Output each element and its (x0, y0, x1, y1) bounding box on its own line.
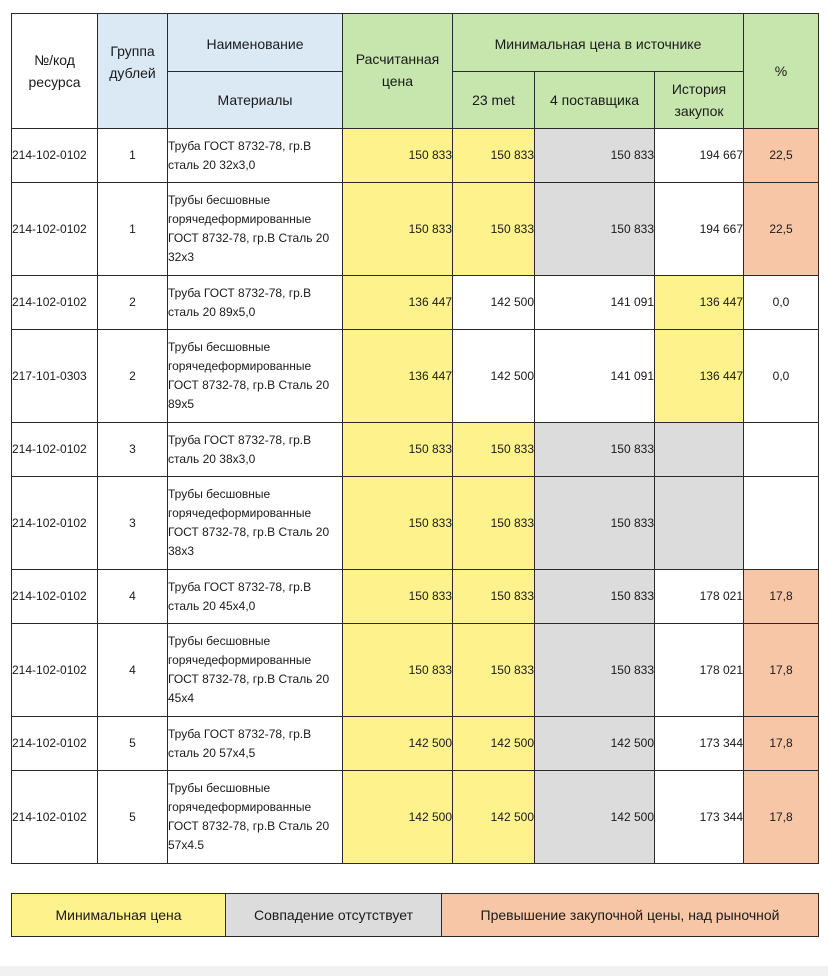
table-row (12, 717, 819, 771)
price-suppliers: 142 500 (535, 771, 655, 864)
material-name: Трубы бесшовные горячедеформированные ГОСТ 8732-78, гр.В Сталь 20 38х3 (168, 477, 343, 570)
duplicate-group: 4 (98, 624, 168, 717)
header-name: Наименование (168, 14, 343, 72)
table-row (12, 477, 819, 570)
price-met: 142 500 (453, 771, 535, 864)
table-row (12, 183, 819, 276)
price-met: 150 833 (453, 624, 535, 717)
calculated-price: 142 500 (343, 717, 453, 771)
price-history: 194 667 (655, 129, 744, 183)
header-materials: Материалы (168, 72, 343, 129)
price-suppliers: 150 833 (535, 570, 655, 624)
legend-min-price: Минимальная цена (12, 894, 226, 937)
header-percent: % (744, 14, 819, 129)
price-met: 142 500 (453, 717, 535, 771)
price-history (655, 423, 744, 477)
calculated-price: 150 833 (343, 183, 453, 276)
material-name: Труба ГОСТ 8732-78, гр.В сталь 20 38х3,0 (168, 423, 343, 477)
price-suppliers: 141 091 (535, 276, 655, 330)
table-row (12, 771, 819, 864)
duplicate-group: 1 (98, 183, 168, 276)
duplicate-group: 1 (98, 129, 168, 183)
resource-code: 214-102-0102 (12, 771, 98, 864)
price-met: 142 500 (453, 330, 535, 423)
price-met: 150 833 (453, 423, 535, 477)
duplicate-group: 4 (98, 570, 168, 624)
price-suppliers: 150 833 (535, 183, 655, 276)
table-row (12, 129, 819, 183)
percent-value: 17,8 (744, 717, 819, 771)
resource-code: 214-102-0102 (12, 477, 98, 570)
header-source-met: 23 met (453, 72, 535, 129)
percent-value (744, 423, 819, 477)
calculated-price: 150 833 (343, 570, 453, 624)
duplicate-group: 3 (98, 477, 168, 570)
header-min-price-source: Минимальная цена в источнике (453, 14, 744, 72)
resource-code: 214-102-0102 (12, 423, 98, 477)
price-met: 150 833 (453, 570, 535, 624)
percent-value: 17,8 (744, 771, 819, 864)
price-history: 173 344 (655, 717, 744, 771)
material-name: Трубы бесшовные горячедеформированные ГОСТ 8732-78, гр.В Сталь 20 32х3 (168, 183, 343, 276)
header-calc-price: Расчитанная цена (343, 14, 453, 129)
duplicate-group: 5 (98, 717, 168, 771)
price-suppliers: 150 833 (535, 477, 655, 570)
duplicate-group: 5 (98, 771, 168, 864)
resource-code: 214-102-0102 (12, 276, 98, 330)
price-comparison-table (11, 13, 819, 864)
table-row (12, 570, 819, 624)
calculated-price: 142 500 (343, 771, 453, 864)
material-name: Труба ГОСТ 8732-78, гр.В сталь 20 45х4,0 (168, 570, 343, 624)
price-met: 150 833 (453, 129, 535, 183)
calculated-price: 150 833 (343, 477, 453, 570)
legend-no-match: Совпадение отсутствует (226, 894, 442, 937)
header-group: Группа дублей (98, 14, 168, 129)
percent-value: 0,0 (744, 330, 819, 423)
calculated-price: 150 833 (343, 423, 453, 477)
header-source-history: История закупок (655, 72, 744, 129)
header-code: №/код ресурса (12, 14, 98, 129)
resource-code: 214-102-0102 (12, 624, 98, 717)
price-history: 136 447 (655, 330, 744, 423)
price-met: 142 500 (453, 276, 535, 330)
resource-code: 214-102-0102 (12, 183, 98, 276)
table-row (12, 276, 819, 330)
calculated-price: 150 833 (343, 129, 453, 183)
price-suppliers: 150 833 (535, 423, 655, 477)
percent-value: 22,5 (744, 183, 819, 276)
calculated-price: 136 447 (343, 330, 453, 423)
price-suppliers: 142 500 (535, 717, 655, 771)
price-history: 178 021 (655, 570, 744, 624)
duplicate-group: 3 (98, 423, 168, 477)
header-source-suppliers: 4 поставщика (535, 72, 655, 129)
percent-value: 0,0 (744, 276, 819, 330)
price-suppliers: 150 833 (535, 624, 655, 717)
material-name: Труба ГОСТ 8732-78, гр.В сталь 20 32х3,0 (168, 129, 343, 183)
material-name: Труба ГОСТ 8732-78, гр.В сталь 20 89х5,0 (168, 276, 343, 330)
material-name: Трубы бесшовные горячедеформированные ГОСТ 8732-78, гр.В Сталь 20 89х5 (168, 330, 343, 423)
table-row (12, 423, 819, 477)
legend-excess: Превышение закупочной цены, над рыночной (442, 894, 819, 937)
resource-code: 217-101-0303 (12, 330, 98, 423)
duplicate-group: 2 (98, 276, 168, 330)
price-met: 150 833 (453, 183, 535, 276)
calculated-price: 136 447 (343, 276, 453, 330)
price-history: 178 021 (655, 624, 744, 717)
percent-value: 17,8 (744, 624, 819, 717)
duplicate-group: 2 (98, 330, 168, 423)
price-suppliers: 150 833 (535, 129, 655, 183)
percent-value (744, 477, 819, 570)
resource-code: 214-102-0102 (12, 129, 98, 183)
resource-code: 214-102-0102 (12, 717, 98, 771)
color-legend (11, 893, 819, 937)
price-history: 136 447 (655, 276, 744, 330)
material-name: Трубы бесшовные горячедеформированные ГОСТ 8732-78, гр.В Сталь 20 57х4.5 (168, 771, 343, 864)
table-row (12, 330, 819, 423)
calculated-price: 150 833 (343, 624, 453, 717)
price-suppliers: 141 091 (535, 330, 655, 423)
resource-code: 214-102-0102 (12, 570, 98, 624)
material-name: Трубы бесшовные горячедеформированные ГОСТ 8732-78, гр.В Сталь 20 45х4 (168, 624, 343, 717)
table-row (12, 624, 819, 717)
price-history: 194 667 (655, 183, 744, 276)
price-history: 173 344 (655, 771, 744, 864)
percent-value: 17,8 (744, 570, 819, 624)
material-name: Труба ГОСТ 8732-78, гр.В сталь 20 57х4,5 (168, 717, 343, 771)
percent-value: 22,5 (744, 129, 819, 183)
price-history (655, 477, 744, 570)
price-met: 150 833 (453, 477, 535, 570)
